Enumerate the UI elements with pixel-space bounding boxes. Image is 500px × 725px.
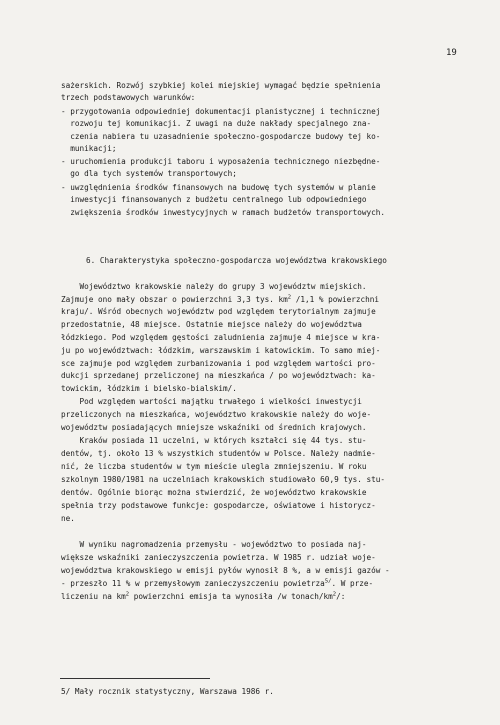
text-line: sce zajmuje pod względem zurbanizowania i pod względem wartości pro- bbox=[61, 359, 376, 368]
footnote: 5/ Mały rocznik statystyczny, Warszawa 1986 r. bbox=[61, 687, 274, 696]
text-line: większe wskaźniki zanieczyszczenia powietrza. W 1985 r. udział woje- bbox=[61, 553, 376, 562]
text-line: Zajmuje ono mały obszar o powierzchni 3,3 tys. $km^2$ /1,1 % powierzchni bbox=[61, 294, 380, 304]
text-line: dukcji sprzedanej przeliczonej na mieszkańca / po województwach: ka- bbox=[61, 371, 376, 380]
text-line: przedostatnie, 48 miejsce. Ostatnie miejsce należy do województwa bbox=[61, 320, 362, 329]
bullet-line: - uruchomienia produkcji taboru i wyposażenia technicznego niezbędne- bbox=[61, 157, 381, 166]
bullet-line: rozwoju tej komunikacji. Z uwagi na duże nakłady specjalnego zna- bbox=[61, 119, 372, 128]
text-line: nić, że liczba studentów w tym mieście ulegla zmniejszeniu. W roku bbox=[61, 462, 367, 471]
text-line: W wyniku nagromadzenia przemysłu - województwo to posiada naj- bbox=[61, 540, 367, 549]
text-line: łódzkiego. Pod względem gęstości zaludnienia zajmuje 4 miejsce w kra- bbox=[61, 333, 381, 342]
text-line: województwa krakowskiego w emisji pyłów wynosił 8 %, a w emisji gazów - bbox=[61, 566, 390, 575]
bullet-line: go dla tych systemów transportowych; bbox=[61, 169, 237, 178]
text-line: liczeniu na $km^2$ powierzchni emisja ta wynosiła /w tonach/$km^2/$: bbox=[61, 591, 346, 601]
text-line: dentów. Ogólnie biorąc można stwierdzić, że województwo krakowskie bbox=[61, 488, 367, 497]
text-line: kraju/. Wśród obecnych województw pod względem terytorialnym zajmuje bbox=[61, 307, 376, 316]
text-line: trzech podstawowych warunków: bbox=[61, 93, 196, 102]
bullet-line: - przygotowania odpowiedniej dokumentacji planistycznej i technicznej bbox=[61, 107, 381, 116]
text-line: Województwo krakowskie należy do grupy 3 województw miejskich. bbox=[61, 282, 367, 291]
bullet-line: inwestycji finansowanych z budżetu centralnego lub odpowiedniego bbox=[61, 195, 367, 204]
bullet-line: munikacji; bbox=[61, 144, 117, 153]
bullet-line: - uwzględnienia środków finansowych na budowę tych systemów w planie bbox=[61, 183, 376, 192]
text-line: sażerskich. Rozwój szybkiej kolei miejskiej wymagać będzie spełnienia bbox=[61, 81, 381, 90]
text-line: - przeszło 11 % w przemysłowym zanieczyszczeniu powietrza$^{5/}$. W prze- bbox=[61, 578, 374, 588]
text-line: przeliczonych na mieszkańca, województwo krakowskie należy do woje- bbox=[61, 410, 372, 419]
text-line: towickim, łódzkim i bielsko-bialskim/. bbox=[61, 384, 237, 393]
text-line: Pod względem wartości majątku trwałego i wielkości inwestycji bbox=[61, 397, 362, 406]
text-line: Kraków posiada 11 uczelni, w których kształci się 44 tys. stu- bbox=[61, 436, 367, 445]
text-line: dentów, tj. około 13 % wszystkich studentów w Polsce. Należy nadmie- bbox=[61, 449, 376, 458]
text-line: ne. bbox=[61, 514, 75, 523]
bullet-line: czenia nabiera tu uzasadnienie społeczno-gospodarcze budowy tej ko- bbox=[61, 132, 381, 141]
bullet-line: zwiększenia środków inwestycyjnych w ramach budżetów transportowych. bbox=[61, 208, 385, 217]
page-number: 19 bbox=[446, 48, 457, 58]
text-line: województw posiadających mniejsze wskaźniki od średnich krajowych. bbox=[61, 423, 367, 432]
text-line: szkolnym 1980/1981 na uczelniach krakowskich studiowało 60,9 tys. stu- bbox=[61, 475, 385, 484]
footnote-divider bbox=[60, 678, 210, 679]
text-line: spełnia trzy podstawowe funkcje: gospodarcze, oświatowe i historycz- bbox=[61, 501, 376, 510]
section-heading: 6. Charakterystyka społeczno-gospodarcza województwa krakowskiego bbox=[86, 256, 387, 265]
text-line: ju po województwach: łódzkim, warszawskim i katowickim. To samo miej- bbox=[61, 346, 381, 355]
